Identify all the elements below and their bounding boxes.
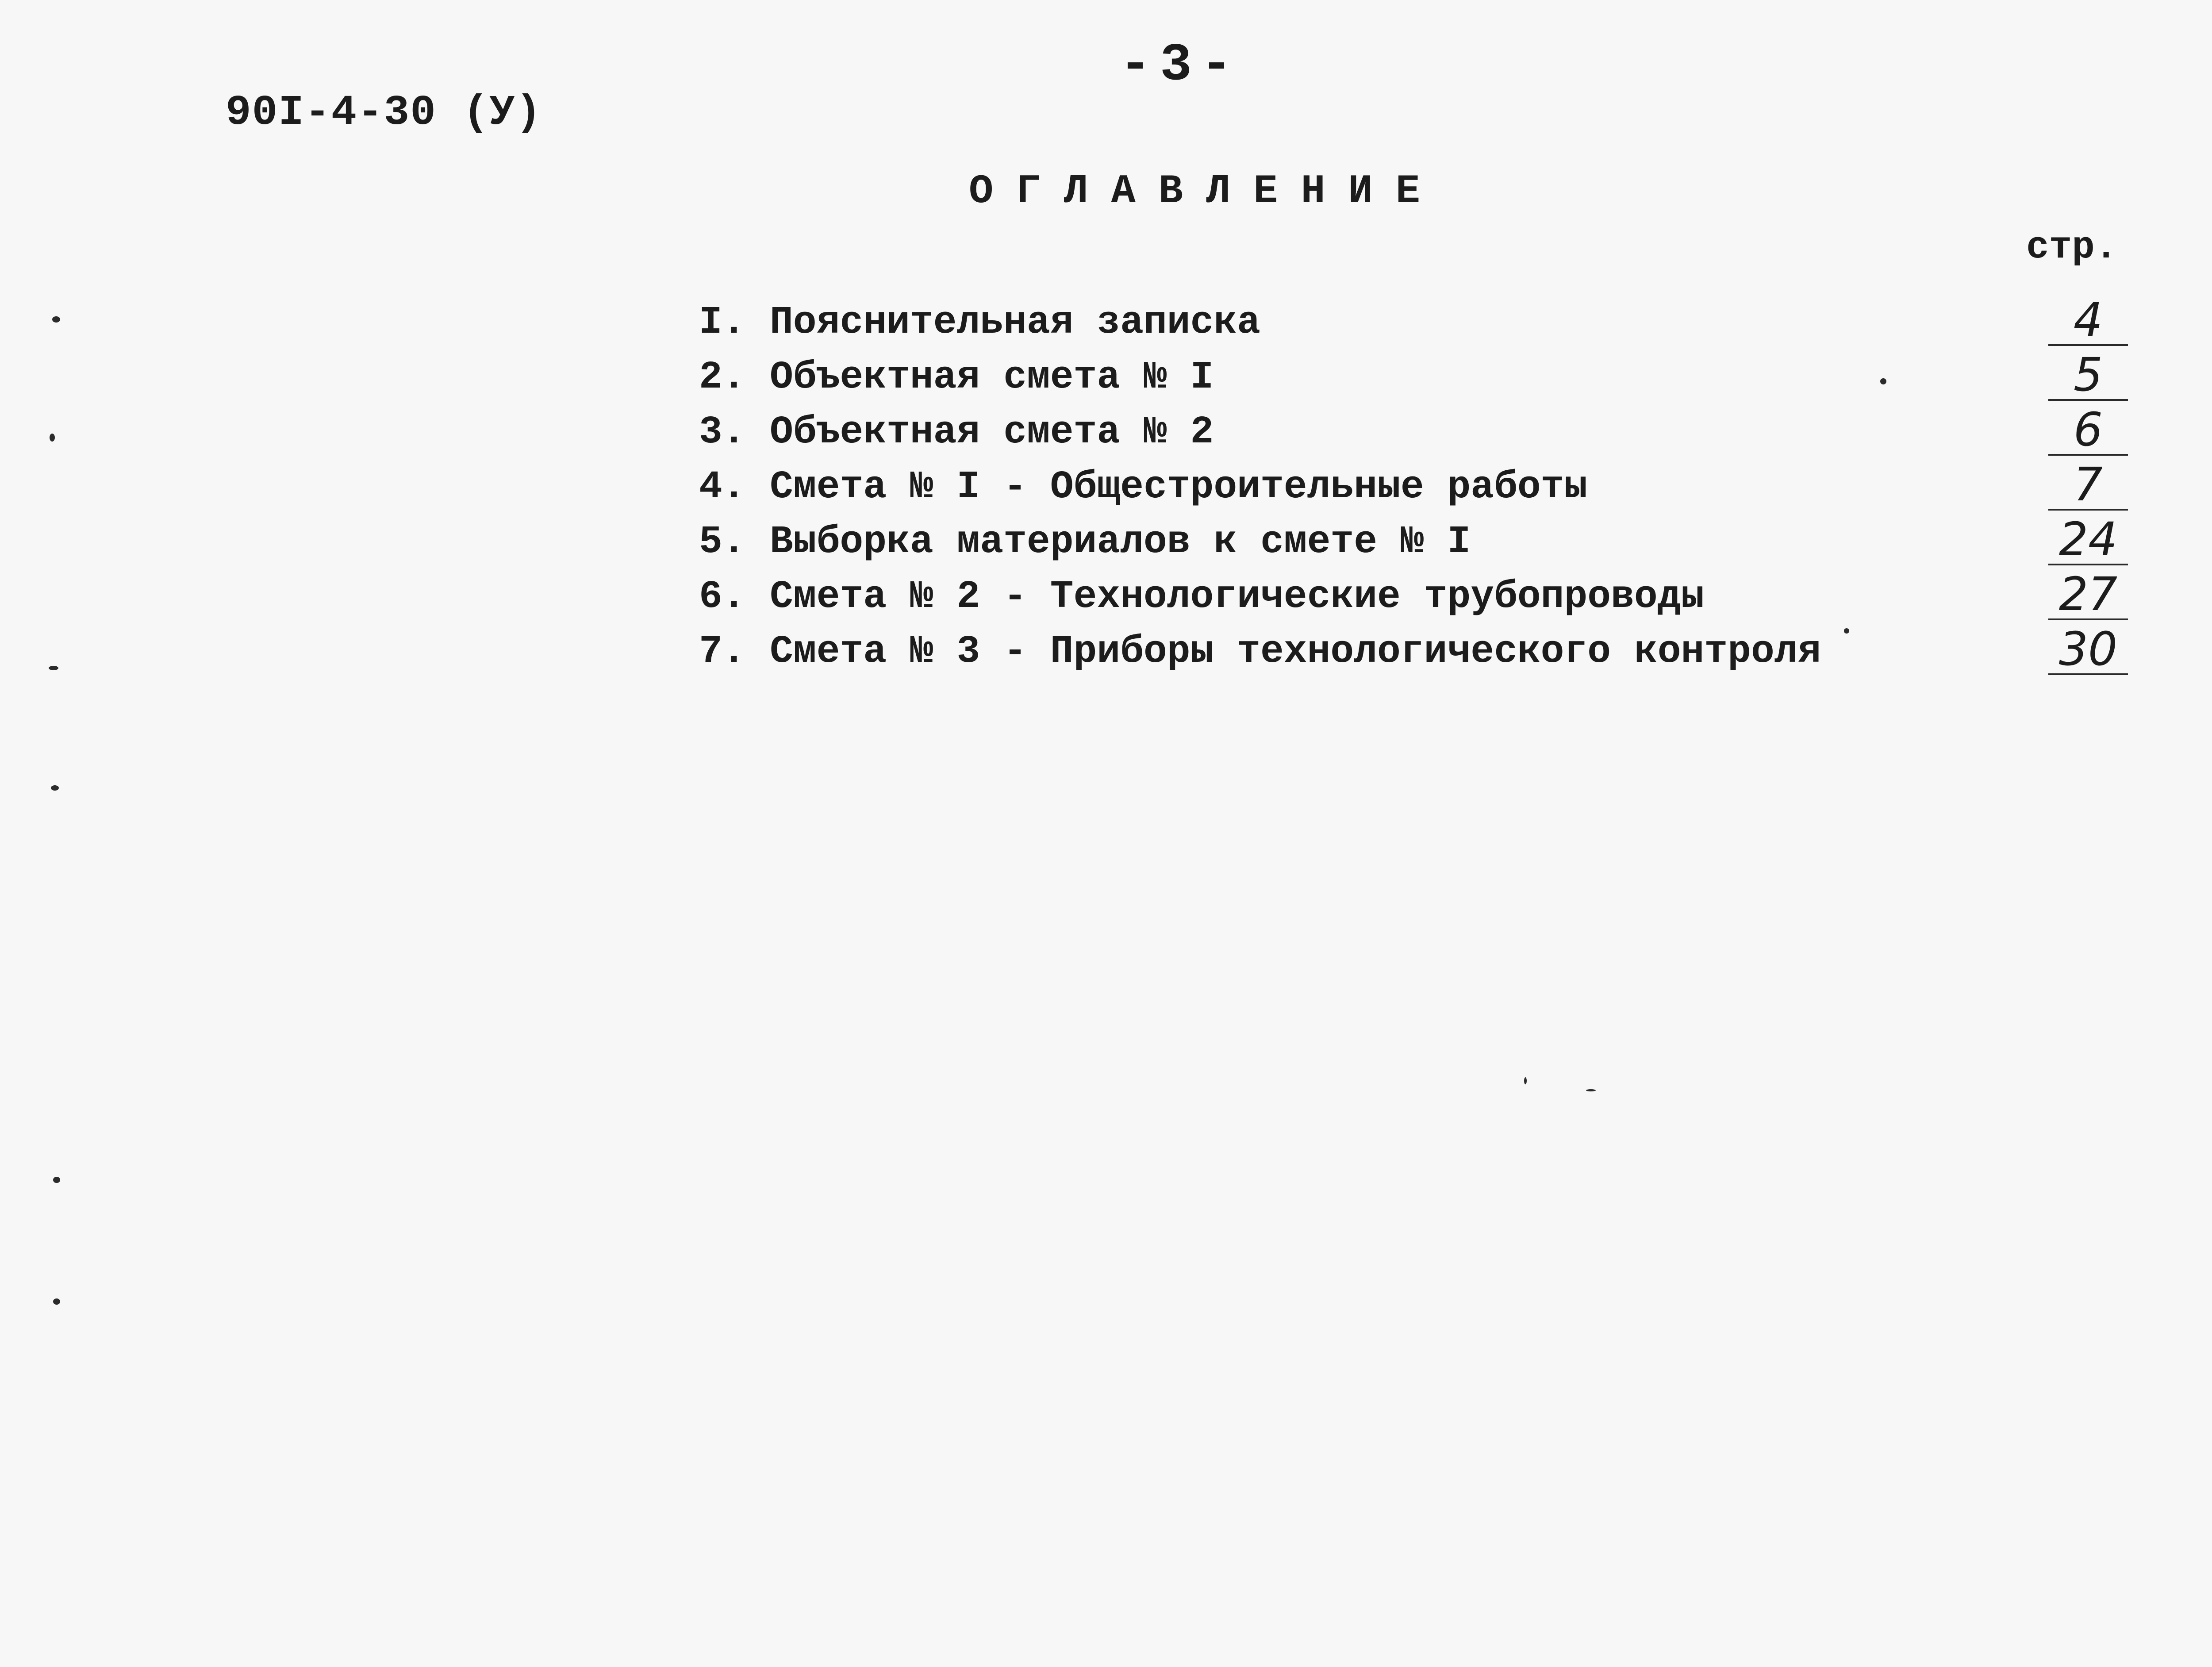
scan-speck bbox=[1586, 1089, 1596, 1091]
toc-item bbox=[699, 293, 2115, 356]
scan-speck bbox=[50, 434, 55, 442]
toc-item-title: Выборка материалов к смете № I bbox=[770, 520, 1471, 564]
toc-item-title: Пояснительная записка bbox=[770, 301, 1260, 345]
toc-item-number: I. bbox=[699, 301, 746, 345]
toc-item-number: 2. bbox=[699, 356, 746, 399]
scan-speck bbox=[1880, 378, 1886, 384]
scan-speck bbox=[51, 785, 59, 791]
toc-item bbox=[699, 348, 2115, 411]
toc-item-title: Объектная смета № 2 bbox=[770, 411, 1214, 454]
toc-item-page: 4 bbox=[2048, 296, 2128, 346]
scan-speck bbox=[53, 1298, 60, 1305]
toc-item bbox=[699, 457, 2115, 520]
toc-list bbox=[699, 293, 2118, 685]
page-number: -3- bbox=[1119, 35, 1242, 96]
toc-item bbox=[699, 567, 2118, 630]
toc-item-number: 3. bbox=[699, 411, 746, 454]
toc-item-number: 4. bbox=[699, 465, 746, 509]
toc-item bbox=[699, 512, 2118, 575]
scan-speck bbox=[53, 1177, 60, 1183]
toc-title: ОГЛАВЛЕНИЕ bbox=[969, 168, 1444, 215]
toc-item-page: 30 bbox=[2048, 625, 2128, 675]
toc-item-page: 24 bbox=[2048, 515, 2128, 565]
toc-item-number: 6. bbox=[699, 575, 746, 619]
toc-item-page: 5 bbox=[2048, 350, 2128, 401]
scan-speck bbox=[1524, 1077, 1527, 1084]
pages-column-header: стр. bbox=[2026, 226, 2118, 269]
toc-item-page: 7 bbox=[2048, 460, 2128, 511]
document-code: 90I-4-30 (У) bbox=[226, 88, 542, 137]
toc-item-number: 5. bbox=[699, 520, 746, 564]
toc-item-title: Смета № 3 - Приборы технологического контроля bbox=[770, 630, 1821, 674]
toc-item-title: Смета № 2 - Технологические трубопроводы bbox=[770, 575, 1705, 619]
toc-item bbox=[699, 622, 2118, 685]
toc-item-page: 6 bbox=[2048, 405, 2128, 456]
toc-item-page: 27 bbox=[2048, 570, 2128, 620]
scan-speck bbox=[49, 666, 58, 670]
toc-item-title: Смета № I - Общестроительные работы bbox=[770, 465, 1588, 509]
toc-item bbox=[699, 403, 2115, 465]
scan-speck bbox=[52, 316, 60, 323]
toc-item-number: 7. bbox=[699, 630, 746, 674]
toc-item-title: Объектная смета № I bbox=[770, 356, 1214, 399]
scan-speck bbox=[1844, 628, 1849, 634]
